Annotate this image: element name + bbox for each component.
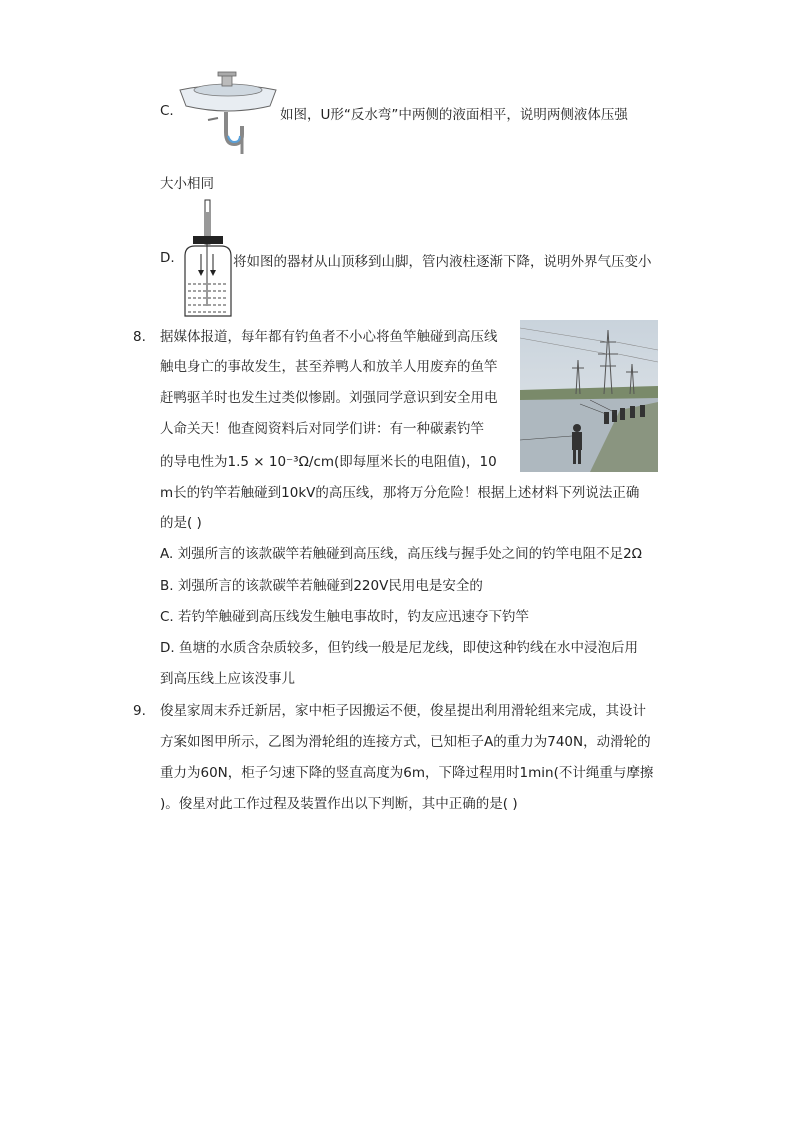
question-8-line-7: 的是( ) (160, 515, 202, 531)
option-c-text: 如图，U形“反水弯”中两侧的液面相平，说明两侧液体压强 (280, 107, 628, 123)
question-8-line-1: 据媒体报道，每年都有钓鱼者不小心将鱼竿触碰到高压线 (160, 329, 498, 345)
question-9-line-4: )。俊星对此工作过程及装置作出以下判断，其中正确的是( ) (160, 796, 518, 812)
option-d-text: 将如图的器材从山顶移到山脚，管内液柱逐渐下降，说明外界气压变小 (233, 254, 652, 270)
fishing-photo-image (520, 320, 658, 472)
question-9-line-3: 重力为60N，柜子匀速下降的竖直高度为6m，下降过程用时1min(不计绳重与摩擦 (160, 765, 654, 781)
option-c-label: C. (160, 103, 174, 119)
question-8-option-a: A. 刘强所言的该款碳竿若触碰到高压线，高压线与握手处之间的钓竿电阻不足2Ω (160, 546, 642, 562)
question-8-line-4: 人命关天！他查阅资料后对同学们讲：有一种碳素钓竿 (160, 421, 484, 437)
question-9-number: 9. (133, 703, 146, 719)
sink-u-bend-figure (178, 70, 278, 156)
sink-icon (178, 70, 278, 156)
fishing-under-power-lines-photo (520, 320, 658, 472)
question-9-line-1: 俊星家周末乔迁新居，家中柜子因搬运不便，俊星提出利用滑轮组来完成，其设计 (160, 703, 646, 719)
question-8-line-6: m长的钓竿若触碰到10kV的高压线，那将万分危险！根据上述材料下列说法正确 (160, 485, 640, 501)
bottle-barometer-icon (183, 198, 233, 318)
question-9-line-2: 方案如图甲所示，乙图为滑轮组的连接方式，已知柜子A的重力为740N，动滑轮的 (160, 734, 651, 750)
option-c-text-cont: 大小相同 (160, 176, 214, 192)
question-8-number: 8. (133, 329, 146, 345)
question-8-option-d-cont: 到高压线上应该没事儿 (160, 671, 295, 687)
barometer-bottle-figure (183, 198, 233, 318)
question-8-line-5: 的导电性为1.5 × 10⁻³Ω/cm(即每厘米长的电阻值)，10 (160, 454, 497, 470)
option-d-label: D. (160, 250, 175, 266)
question-8-option-d: D. 鱼塘的水质含杂质较多，但钓线一般是尼龙线，即使这种钓线在水中浸泡后用 (160, 640, 638, 656)
question-8-line-2: 触电身亡的事故发生，甚至养鸭人和放羊人用废弃的鱼竿 (160, 359, 498, 375)
question-8-option-c: C. 若钓竿触碰到高压线发生触电事故时，钓友应迅速夺下钓竿 (160, 609, 530, 625)
question-8-option-b: B. 刘强所言的该款碳竿若触碰到220V民用电是安全的 (160, 578, 483, 594)
question-8-line-3: 赶鸭驱羊时也发生过类似惨剧。刘强同学意识到安全用电 (160, 390, 498, 406)
